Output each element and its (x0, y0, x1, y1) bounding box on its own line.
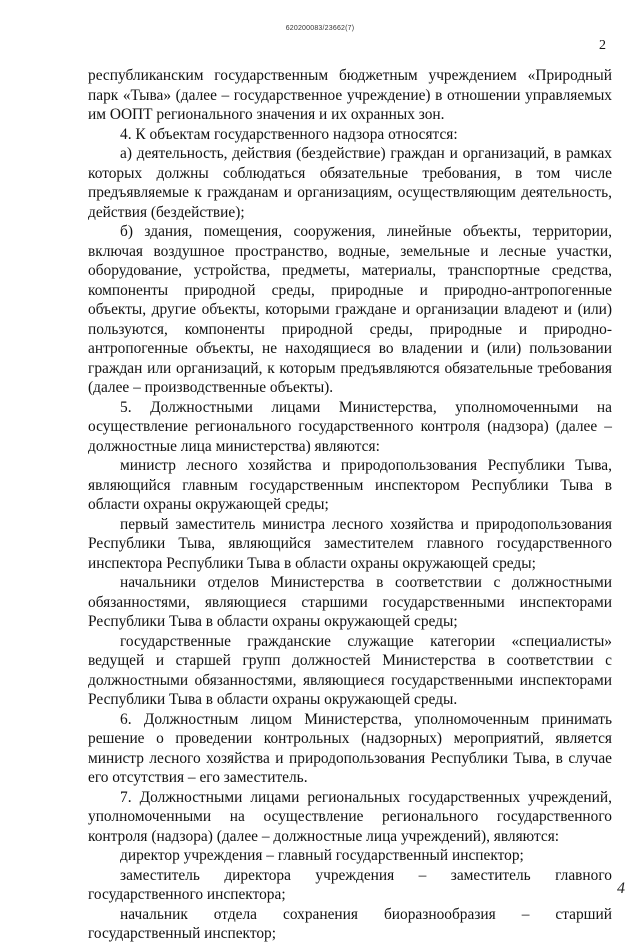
paragraph-item-4: 4. К объектам государственного надзора относятся: (120, 125, 458, 143)
paragraph-item-7: 7. Должностными лицами региональных государственных учреждений, уполномоченными на осуществление регионального государственного контроля (надзора) (далее – должностные лица учреждений), являются: (88, 788, 612, 845)
paragraph-deputy-director: заместитель директора учреждения – заместитель главного государственного инспектора; (88, 866, 612, 903)
paragraph-first-deputy: первый заместитель министра лесного хозяйства и природопользования Республики Тыва, являющийся заместителем главного государственного инспектора Республики Тыва в области охраны окружающей среды; (88, 515, 612, 572)
paragraph-director: директор учреждения – главный государственный инспектор; (120, 847, 524, 864)
paragraph-item-4b: б) здания, помещения, сооружения, линейные объекты, территории, включая воздушное пространство, водные, земельные и лесные участки, оборудование, устройства, предметы, материалы, транспортные средства, компоненты природной среды, природные и природно-антропогенные объекты, другие объекты, которыми граждане и организации владеют и (или) пользуются, компоненты природной среды, природные и природно-антропогенные объекты, не находящиеся во владении и (или) пользовании граждан или организаций, к которым предъявляются обязательные требования (далее – производственные объекты). (88, 223, 612, 396)
paragraph-department-heads: начальники отделов Министерства в соответствии с должностными обязанностями, являющиеся старшими государственными инспекторами Республики Тыва в области охраны окружающей среды; (88, 574, 612, 630)
paragraph-continuation: республиканским государственным бюджетным учреждением «Природный парк «Тыва» (далее – государственное учреждение) в отношении управляемых им ООПТ регионального значения и их охранных зон. (88, 67, 612, 123)
handwritten-mark: 4 (617, 880, 625, 897)
page-number: 2 (599, 38, 606, 53)
paragraph-item-5: 5. Должностными лицами Министерства, уполномоченными на осуществление регионального государственного контроля (надзора) (далее – должностные лица министерства) являются: (88, 398, 612, 455)
paragraph-civil-servants: государственные гражданские служащие категории «специалисты» ведущей и старшей групп должностей Министерства в соответствии с должностными обязанностями, являющиеся государственными инспекторами Республики Тыва в области охраны окружающей среды. (88, 632, 612, 708)
paragraph-item-4a: а) деятельность, действия (бездействие) граждан и организаций, в рамках которых должны соблюдаться обязательные требования, в том числе предъявляемые к гражданам и организациям, осуществляющим деятельность, действия (бездействие); (88, 145, 612, 221)
paragraph-item-6: 6. Должностным лицом Министерства, уполномоченным принимать решение о проведении контрольных (надзорных) мероприятий, является министр лесного хозяйства и природопользования Республики Тыва, в случае его отсутствия – его заместитель. (88, 710, 612, 786)
document-body (88, 66, 612, 944)
document-id: 620200083/23662(7) (285, 25, 355, 32)
paragraph-minister: министр лесного хозяйства и природопользования Республики Тыва, являющийся главным государственным инспектором Республики Тыва в области охраны окружающей среды; (88, 457, 612, 513)
paragraph-biodiversity-head: начальник отдела сохранения биоразнообразия – старший государственный инспектор; (88, 905, 612, 942)
